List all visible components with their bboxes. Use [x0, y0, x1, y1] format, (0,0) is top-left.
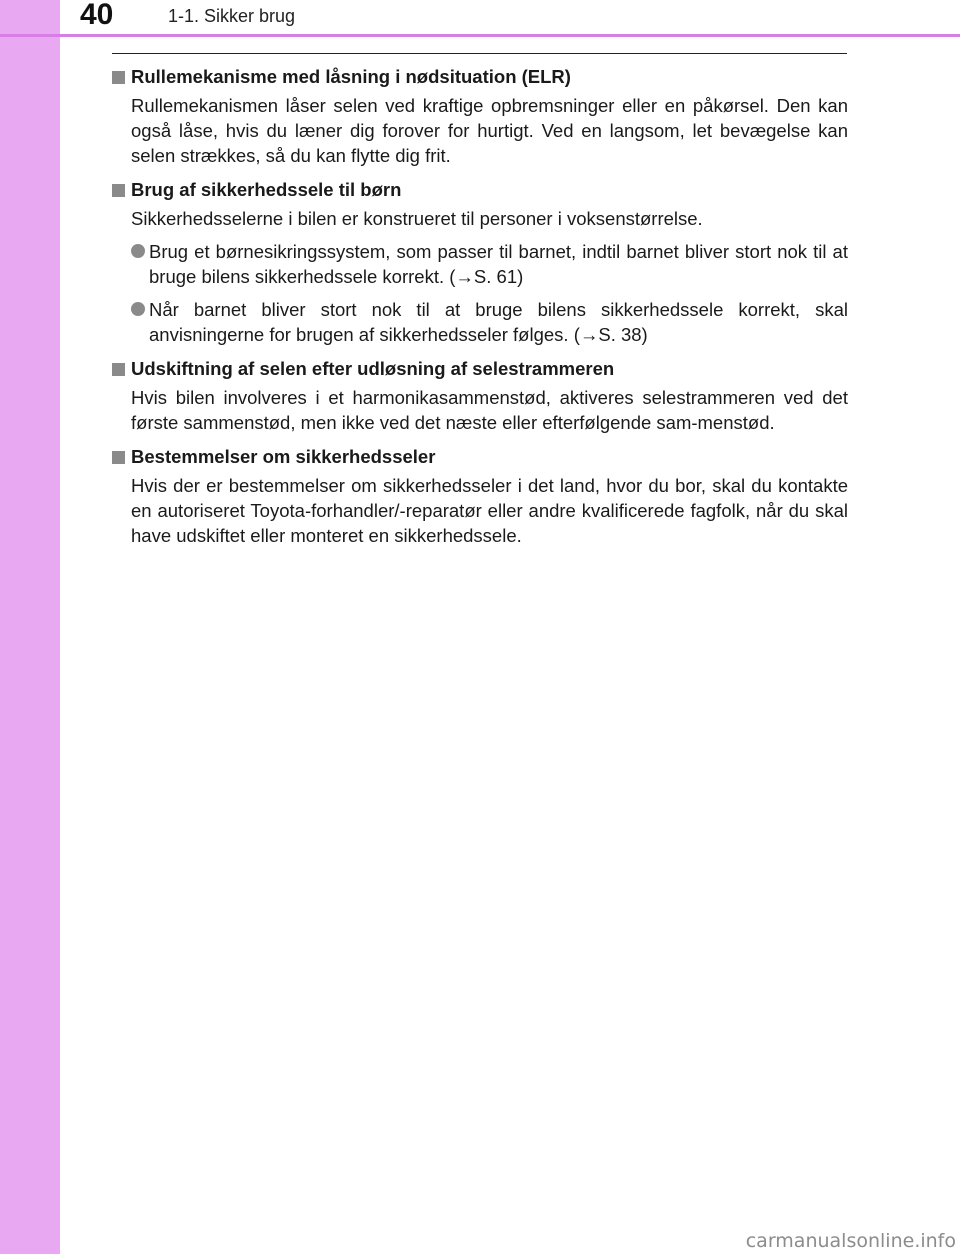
section-regulations — [112, 444, 848, 548]
list-item-text: Når barnet bliver stort nok til at bruge bilens sikkerhedssele korrekt, skal anvisningerne for brugen af sikkerhedsseler følges. (→S. 38) — [149, 299, 848, 345]
list-item — [131, 297, 848, 347]
content-rule — [112, 53, 847, 54]
page-number: 40 — [80, 0, 114, 31]
section-paragraph: Sikkerhedsselerne i bilen er konstrueret til personer i voksenstørrelse. — [131, 208, 703, 229]
square-bullet-icon — [112, 363, 125, 376]
section-heading — [112, 444, 848, 469]
circle-bullet-icon — [131, 302, 145, 316]
section-heading — [112, 64, 848, 89]
circle-bullet-icon — [131, 244, 145, 258]
section-pretensioner — [112, 356, 848, 435]
section-heading — [112, 177, 848, 202]
section-title: 1-1. Sikker brug — [168, 6, 296, 26]
header-rule — [0, 34, 960, 37]
section-heading-text: Bestemmelser om sikkerhedsseler — [131, 446, 436, 467]
square-bullet-icon — [112, 71, 125, 84]
section-heading — [112, 356, 848, 381]
section-paragraph: Hvis bilen involveres i et harmonikasammenstød, aktiveres selestrammeren ved det første sammenstød, men ikke ved det næste eller efterfølgende sam-menstød. — [131, 387, 848, 433]
square-bullet-icon — [112, 451, 125, 464]
footer-watermark[interactable]: carmanualsonline.info — [745, 1230, 956, 1252]
section-heading-text: Brug af sikkerhedssele til børn — [131, 179, 402, 200]
page-sidebar — [0, 0, 60, 1254]
content-body — [112, 64, 848, 557]
section-children — [112, 177, 848, 347]
section-elr — [112, 64, 848, 168]
list-item-text: Brug et børnesikringssystem, som passer til barnet, indtil barnet bliver stort nok til at bruge bilens sikkerhedssele korrekt. (→S. 61) — [149, 241, 848, 287]
list-item — [131, 239, 848, 289]
section-heading-text: Rullemekanisme med låsning i nødsituation (ELR) — [131, 66, 571, 87]
section-paragraph: Hvis der er bestemmelser om sikkerhedsseler i det land, hvor du bor, skal du kontakte en autoriseret Toyota-forhandler/-reparatør eller andre kvalificerede fagfolk, når du skal have udskiftet eller monteret en sikkerhedssele. — [131, 475, 848, 546]
square-bullet-icon — [112, 184, 125, 197]
section-heading-text: Udskiftning af selen efter udløsning af selestrammeren — [131, 358, 615, 379]
section-paragraph: Rullemekanismen låser selen ved kraftige opbremsninger eller en påkørsel. Den kan også låse, hvis du læner dig forover for hurtigt. Ved en langsom, let bevægelse kan selen strækkes, så du kan flytte dig frit. — [131, 95, 848, 166]
